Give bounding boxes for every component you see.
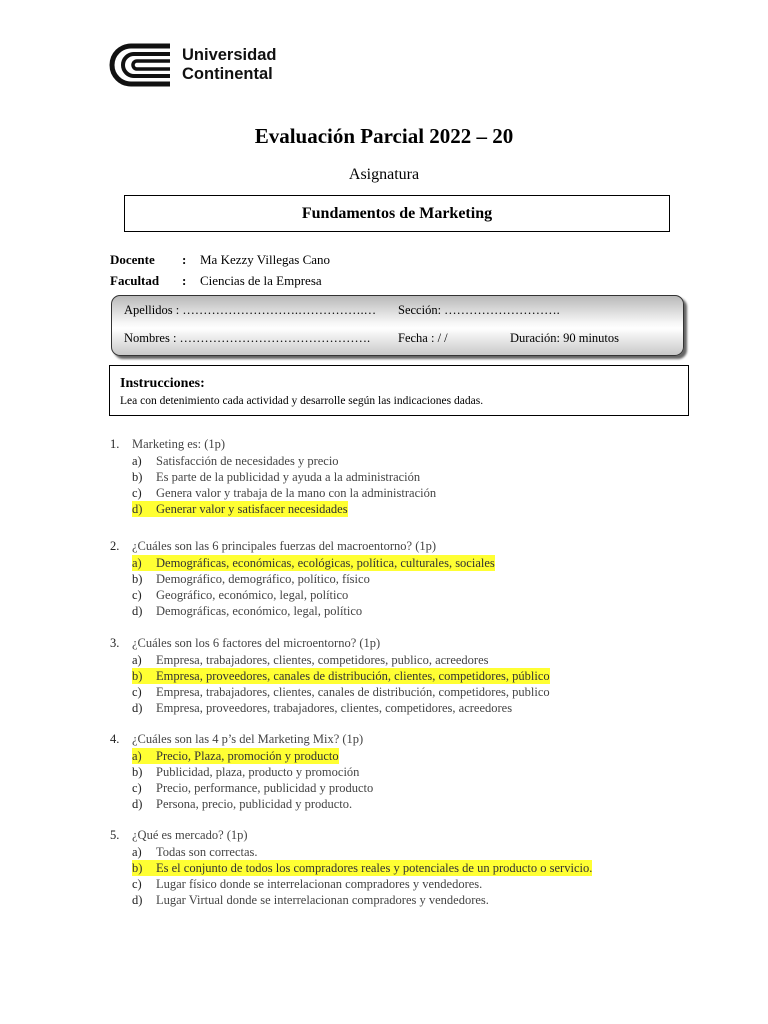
subject-label: Asignatura: [348, 166, 420, 183]
option-text-correct: Demográficas, económicas, ecológicas, política, culturales, sociales: [156, 556, 495, 570]
question-4: [110, 731, 373, 812]
option-letter: b): [132, 765, 143, 779]
option-letter-correct: b): [132, 860, 156, 876]
option-text: Genera valor y trabaja de la mano con la administración: [156, 486, 437, 500]
option-letter: d): [132, 797, 143, 811]
question-3: [110, 635, 550, 716]
question-number: 2.: [110, 539, 120, 553]
docente-row: [110, 252, 330, 268]
duracion-field: Duración: 90 minutos: [510, 331, 620, 345]
course-name-box: [124, 195, 670, 232]
facultad-value: Ciencias de la Empresa: [200, 273, 322, 288]
option-letter-correct: a): [132, 748, 156, 764]
course-name: Fundamentos de Marketing: [301, 204, 493, 222]
option-text: Precio, performance, publicidad y producto: [156, 781, 374, 795]
option-letter: c): [132, 588, 142, 602]
option-letter: b): [132, 470, 143, 484]
nombres-field: Nombres : ……………………………………….: [124, 331, 371, 345]
instructions-text: Lea con detenimiento cada actividad y desarrolle según las indicaciones dadas.: [120, 395, 484, 407]
option-text-correct: Empresa, proveedores, canales de distribución, clientes, competidores, público: [156, 669, 550, 683]
option-letter-correct: b): [132, 668, 156, 684]
question-number: 4.: [110, 732, 120, 746]
option-text: Lugar físico donde se interrelacionan compradores y vendedores.: [156, 877, 483, 891]
option-letter: c): [132, 685, 142, 699]
option-text-correct: Precio, Plaza, promoción y producto: [156, 749, 339, 763]
question-number: 5.: [110, 828, 120, 842]
logo-line2: Continental: [182, 65, 273, 83]
option-letter: c): [132, 781, 142, 795]
option-text: Empresa, proveedores, trabajadores, clientes, competidores, acreedores: [156, 701, 513, 715]
question-text: ¿Cuáles son los 6 factores del microentorno? (1p): [132, 636, 381, 650]
question-text: ¿Cuáles son las 6 principales fuerzas del macroentorno? (1p): [132, 539, 437, 553]
docente-value: Ma Kezzy Villegas Cano: [200, 252, 331, 267]
question-2: [110, 538, 495, 619]
option-letter-correct: d): [132, 501, 156, 517]
option-text: Persona, precio, publicidad y producto.: [156, 797, 353, 811]
docente-label: Docente: [110, 252, 155, 267]
option-text: Empresa, trabajadores, clientes, competidores, publico, acreedores: [156, 653, 489, 667]
option-letter-correct: a): [132, 555, 156, 571]
option-text: Demográfico, demográfico, político, físico: [156, 572, 370, 586]
option-text-correct: Generar valor y satisfacer necesidades: [156, 502, 348, 516]
option-text: Empresa, trabajadores, clientes, canales de distribución, competidores, publico: [156, 685, 550, 699]
option-letter: a): [132, 653, 142, 667]
option-letter: d): [132, 604, 143, 618]
option-letter: a): [132, 454, 142, 468]
option-text: Es parte de la publicidad y ayuda a la administración: [156, 470, 421, 484]
seccion-field: Sección: ……………………….: [398, 303, 560, 317]
instructions-box: [109, 365, 689, 416]
option-letter: c): [132, 877, 142, 891]
instructions-title: Instrucciones:: [120, 376, 205, 391]
option-text: Todas son correctas.: [156, 845, 258, 859]
facultad-row: [110, 273, 322, 289]
option-text-correct: Es el conjunto de todos los compradores reales y potenciales de un producto o servicio.: [156, 861, 593, 875]
apellidos-field: Apellidos : ……………………….…………….…: [124, 303, 377, 317]
question-number: 3.: [110, 636, 120, 650]
fecha-field: Fecha : / /: [398, 331, 448, 345]
logo-text: [182, 46, 276, 84]
question-1: [110, 436, 436, 517]
logo-line1: Universidad: [182, 46, 277, 64]
option-text: Demográficas, económico, legal, político: [156, 604, 363, 618]
facultad-label: Facultad: [110, 273, 160, 288]
exam-title: Evaluación Parcial 2022 – 20: [254, 124, 514, 148]
docente-colon: :: [182, 252, 187, 267]
question-text: ¿Cuáles son las 4 p’s del Marketing Mix? (1p): [132, 732, 364, 746]
option-text: Lugar Virtual donde se interrelacionan compradores y vendedores.: [156, 893, 489, 907]
option-letter: a): [132, 845, 142, 859]
question-5: [110, 827, 592, 908]
continental-logo-icon: [108, 42, 174, 88]
question-text: Marketing es: (1p): [132, 437, 226, 451]
option-letter: c): [132, 486, 142, 500]
option-text: Geográfico, económico, legal, político: [156, 588, 349, 602]
option-letter: b): [132, 572, 143, 586]
university-logo: [108, 42, 283, 88]
option-text: Publicidad, plaza, producto y promoción: [156, 765, 360, 779]
option-text: Satisfacción de necesidades y precio: [156, 454, 339, 468]
question-number: 1.: [110, 437, 120, 451]
option-letter: d): [132, 701, 143, 715]
facultad-colon: :: [182, 273, 187, 288]
student-info-box: [111, 295, 684, 356]
option-letter: d): [132, 893, 143, 907]
question-text: ¿Qué es mercado? (1p): [132, 828, 248, 842]
